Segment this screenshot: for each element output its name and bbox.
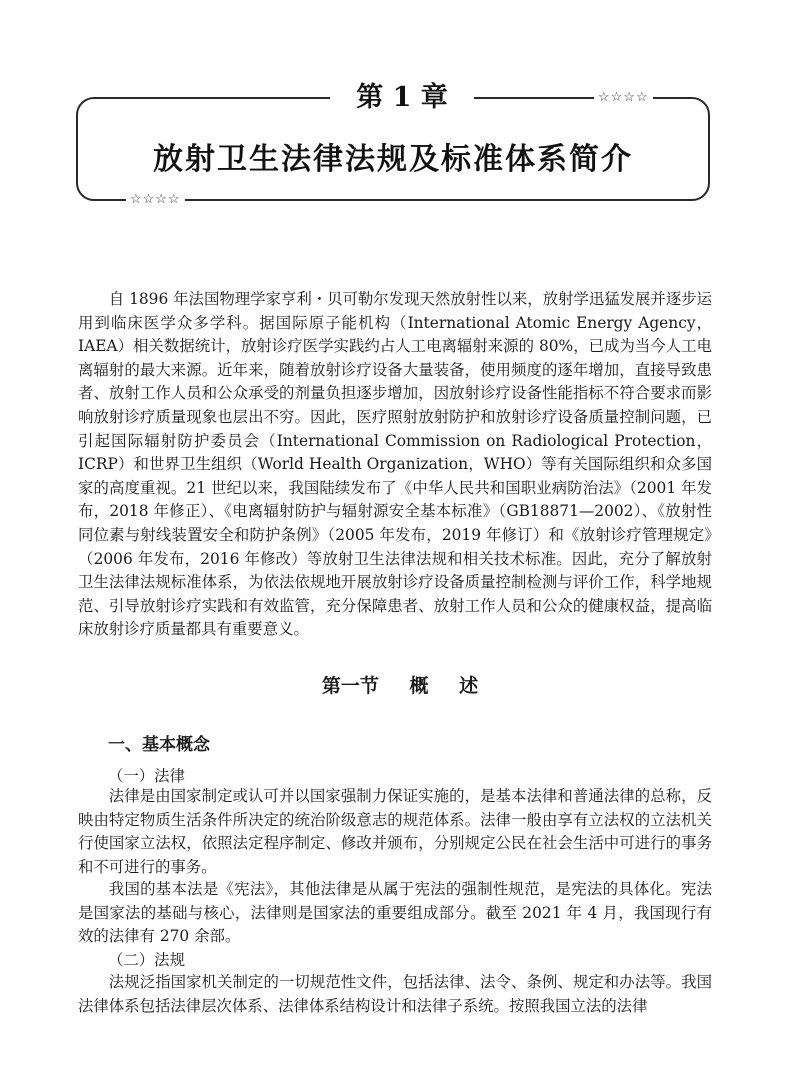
chapter-number: 第 1 章 xyxy=(330,78,474,118)
section-title: 第一节 概 述 xyxy=(321,675,479,697)
regulations-paragraph-1: 法规泛指国家机关制定的一切规范性文件，包括法律、法令、条例、规定和办法等。我国法律体系包括法律层次体系、法律体系结构设计和法律子系统。按照我国立法的法律 xyxy=(78,973,712,1015)
subheading-law: （一）法律 xyxy=(108,767,185,785)
heading-basic-concepts: 一、基本概念 xyxy=(108,735,210,755)
law-paragraph-2: 我国的基本法是《宪法》，其他法律是从属于宪法的强制性规范，是宪法的具体化。宪法是国家法的基础与核心，法律则是国家法的重要组成部分。截至 2021 年 4 月，我国现行有效的法律有 270 余部。 xyxy=(78,880,712,946)
decorative-stars-bottom: ☆☆☆☆ xyxy=(126,192,185,208)
law-paragraph-1: 法律是由国家制定或认可并以国家强制力保证实施的，是基本法律和普通法律的总称，反映由特定物质生活条件所决定的统治阶级意志的规范体系。法律一般由享有立法权的立法机关行使国家立法权，依照法定程序制定、修改并颁布，分别规定公民在社会生活中可进行的事务和不可进行的事务。 xyxy=(78,787,712,876)
decorative-stars-top: ☆☆☆☆ xyxy=(594,90,653,106)
chapter-title: 放射卫生法律法规及标准体系简介 xyxy=(153,142,633,177)
subheading-regulations: （二）法规 xyxy=(108,951,185,969)
intro-paragraph: 自 1896 年法国物理学家亨利・贝可勒尔发现天然放射性以来，放射学迅猛发展并逐步运用到临床医学众多学科。据国际原子能机构（International Atomic Energy Agency，IAEA）相关数据统计，放射诊疗医学实践约占人工电离辐射来源的 80%，已成为当今人工电离辐射的最大来源。近年来，随着放射诊疗设备大量装备，使用频度的逐年增加，直接导致患者、放射工作人员和公众承受的剂量负担逐步增加，因放射诊疗设备性能指标不符合要求而影响放射诊疗质量现象也层出不穷。因此，医疗照射放射防护和放射诊疗设备质量控制问题，已引起国际辐射防护委员会（International Commission on Radiological Protection，ICRP）和世界卫生组织（World Health Organization，WHO）等有关国际组织和众多国家的高度重视。21 世纪以来，我国陆续发布了《中华人民共和国职业病防治法》（2001 年发布，2018 年修正）、《电离辐射防护与辐射源安全基本标准》（GB18871—2002）、《放射性同位素与射线装置安全和防护条例》（2005 年发布，2019 年修订）和《放射诊疗管理规定》（2006 年发布，2016 年修改）等放射卫生法律法规和相关技术标准。因此，充分了解放射卫生法律法规标准体系，为依法依规地开展放射诊疗设备质量控制检测与评价工作，科学地规范、引导放射诊疗实践和有效监管，充分保障患者、放射工作人员和公众的健康权益，提高临床放射诊疗质量都具有重要意义。 xyxy=(78,290,712,639)
